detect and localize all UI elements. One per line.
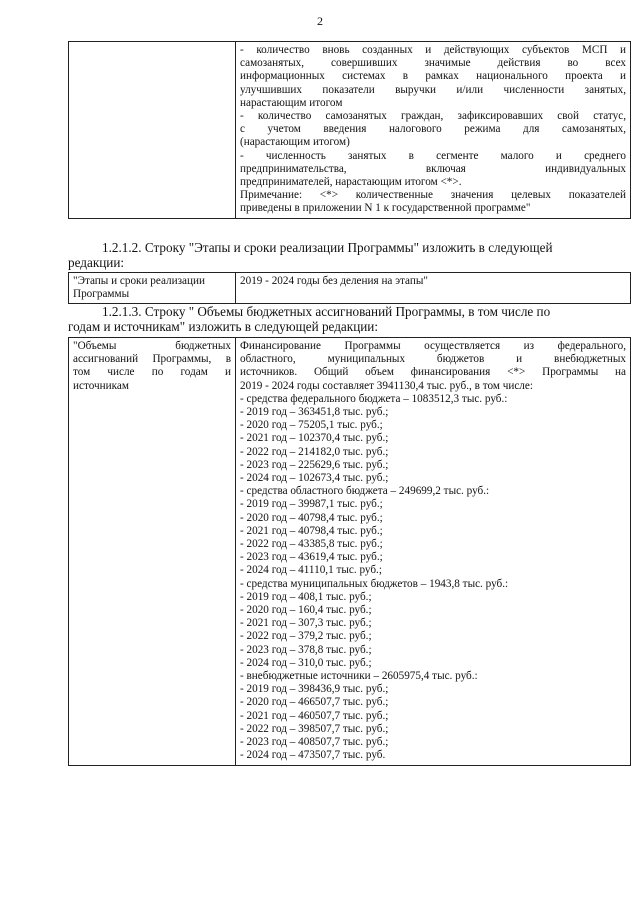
budget-line: - 2023 год – 378,8 тыс. руб.;: [240, 643, 372, 656]
section-1-2-1-2-line-2: редакции:: [68, 255, 125, 270]
stages-value-line: 2019 - 2024 годы без деления на этапы": [240, 275, 428, 287]
budget-line: - 2023 год – 43619,4 тыс. руб.;: [240, 551, 383, 564]
budget-label-cell: [69, 338, 236, 766]
stages-table: [68, 272, 631, 304]
indicator-line: с учетом введения налогового режима для самозанятых,: [240, 123, 626, 136]
budget-line: - 2024 год – 310,0 тыс. руб.;: [240, 656, 372, 669]
budget-line: - 2024 год – 102673,4 тыс. руб.;: [240, 472, 389, 485]
budget-line: 2019 - 2024 годы составляет 3941130,4 тыс. руб., в том числе:: [240, 379, 533, 392]
budget-line: - средства федерального бюджета – 1083512,3 тыс. руб.:: [240, 392, 508, 405]
budget-label-line: источникам: [73, 379, 129, 392]
budget-line: - 2021 год – 40798,4 тыс. руб.;: [240, 524, 383, 537]
budget-line: - 2021 год – 102370,4 тыс. руб.;: [240, 432, 389, 445]
budget-line: - 2020 год – 40798,4 тыс. руб.;: [240, 511, 383, 524]
budget-line: - внебюджетные источники – 2605975,4 тыс. руб.:: [240, 670, 478, 683]
budget-line: - средства муниципальных бюджетов – 1943,8 тыс. руб.:: [240, 577, 509, 590]
indicators-right-cell: [236, 42, 631, 219]
program-indicators-table: [68, 41, 631, 219]
budget-line: - 2023 год – 225629,6 тыс. руб.;: [240, 458, 389, 471]
section-1-2-1-2: [68, 240, 612, 270]
budget-value-cell: [236, 338, 631, 766]
budget-label-line: том числе по годам и: [73, 366, 231, 379]
indicator-line: нарастающим итогом: [240, 96, 343, 109]
section-1-2-1-3-line-1: 1.2.1.3. Строку " Объемы бюджетных ассигнований Программы, в том числе по: [102, 304, 551, 319]
budget-label-line: ассигнований Программы, в: [73, 353, 231, 366]
stages-label-line: "Этапы и сроки реализации: [73, 275, 205, 287]
page-number: 2: [317, 14, 323, 28]
indicator-line: - численность занятых в сегменте малого и среднего: [240, 149, 626, 162]
section-1-2-1-2-line-1: 1.2.1.2. Строку "Этапы и сроки реализации Программы" изложить в следующей: [102, 240, 553, 255]
stages-label-cell: [69, 273, 236, 304]
budget-line: - 2019 год – 363451,8 тыс. руб.;: [240, 406, 389, 419]
budget-line: - 2021 год – 460507,7 тыс. руб.;: [240, 709, 389, 722]
budget-line: - 2020 год – 160,4 тыс. руб.;: [240, 604, 372, 617]
budget-line: - 2024 год – 473507,7 тыс. руб.: [240, 749, 386, 762]
indicator-line: предпринимателей, нарастающим итогом <*>.: [240, 176, 462, 189]
budget-line: Финансирование Программы осуществляется из федерального,: [240, 340, 626, 352]
stages-label-line: Программы: [73, 288, 130, 301]
budget-line: - средства областного бюджета – 249699,2 тыс. руб.:: [240, 485, 490, 498]
indicator-line: предпринимательства, включая индивидуальных: [240, 162, 626, 175]
indicator-line: - количество самозанятых граждан, зафиксировавших свой статус,: [240, 110, 626, 123]
budget-line: - 2022 год – 43385,8 тыс. руб.;: [240, 538, 383, 551]
indicator-line: (нарастающим итогом): [240, 136, 350, 149]
budget-line: - 2021 год – 307,3 тыс. руб.;: [240, 617, 372, 630]
budget-line: - 2020 год – 75205,1 тыс. руб.;: [240, 419, 383, 432]
budget-line: - 2022 год – 214182,0 тыс. руб.;: [240, 445, 389, 458]
indicator-line: самозанятых, совершивших значимые действия во всех: [240, 57, 626, 70]
budget-allocations-table: [68, 337, 631, 766]
budget-line: - 2020 год – 466507,7 тыс. руб.;: [240, 696, 389, 709]
section-1-2-1-3: [68, 304, 612, 334]
budget-line: - 2019 год – 398436,9 тыс. руб.;: [240, 683, 389, 696]
section-1-2-1-3-line-2: годам и источникам" изложить в следующей редакции:: [68, 319, 379, 334]
budget-line: - 2019 год – 408,1 тыс. руб.;: [240, 590, 372, 603]
budget-line: - 2022 год – 398507,7 тыс. руб.;: [240, 722, 389, 735]
indicator-line: информационных системах в рамках национального проекта и: [240, 70, 626, 83]
indicator-line: - количество вновь созданных и действующих субъектов МСП и: [240, 44, 626, 56]
indicator-line: Примечание: <*> количественные значения целевых показателей: [240, 189, 626, 202]
budget-line: - 2022 год – 379,2 тыс. руб.;: [240, 630, 372, 643]
budget-line: - 2023 год – 408507,7 тыс. руб.;: [240, 736, 389, 749]
budget-line: - 2024 год – 41110,1 тыс. руб.;: [240, 564, 382, 577]
indicator-line: приведены в приложении N 1 к государственной программе": [240, 202, 531, 215]
budget-line: источников. Общий объем финансирования <*> Программы на: [240, 366, 626, 379]
indicator-line: улучшивших показатели выручки и/или численности занятых,: [240, 83, 626, 96]
indicators-left-cell: [69, 42, 236, 219]
budget-line: областного, муниципальных бюджетов и внебюджетных: [240, 353, 626, 366]
budget-label-line: "Объемы бюджетных: [73, 340, 231, 352]
stages-value-cell: [236, 273, 631, 304]
budget-line: - 2019 год – 39987,1 тыс. руб.;: [240, 498, 383, 511]
